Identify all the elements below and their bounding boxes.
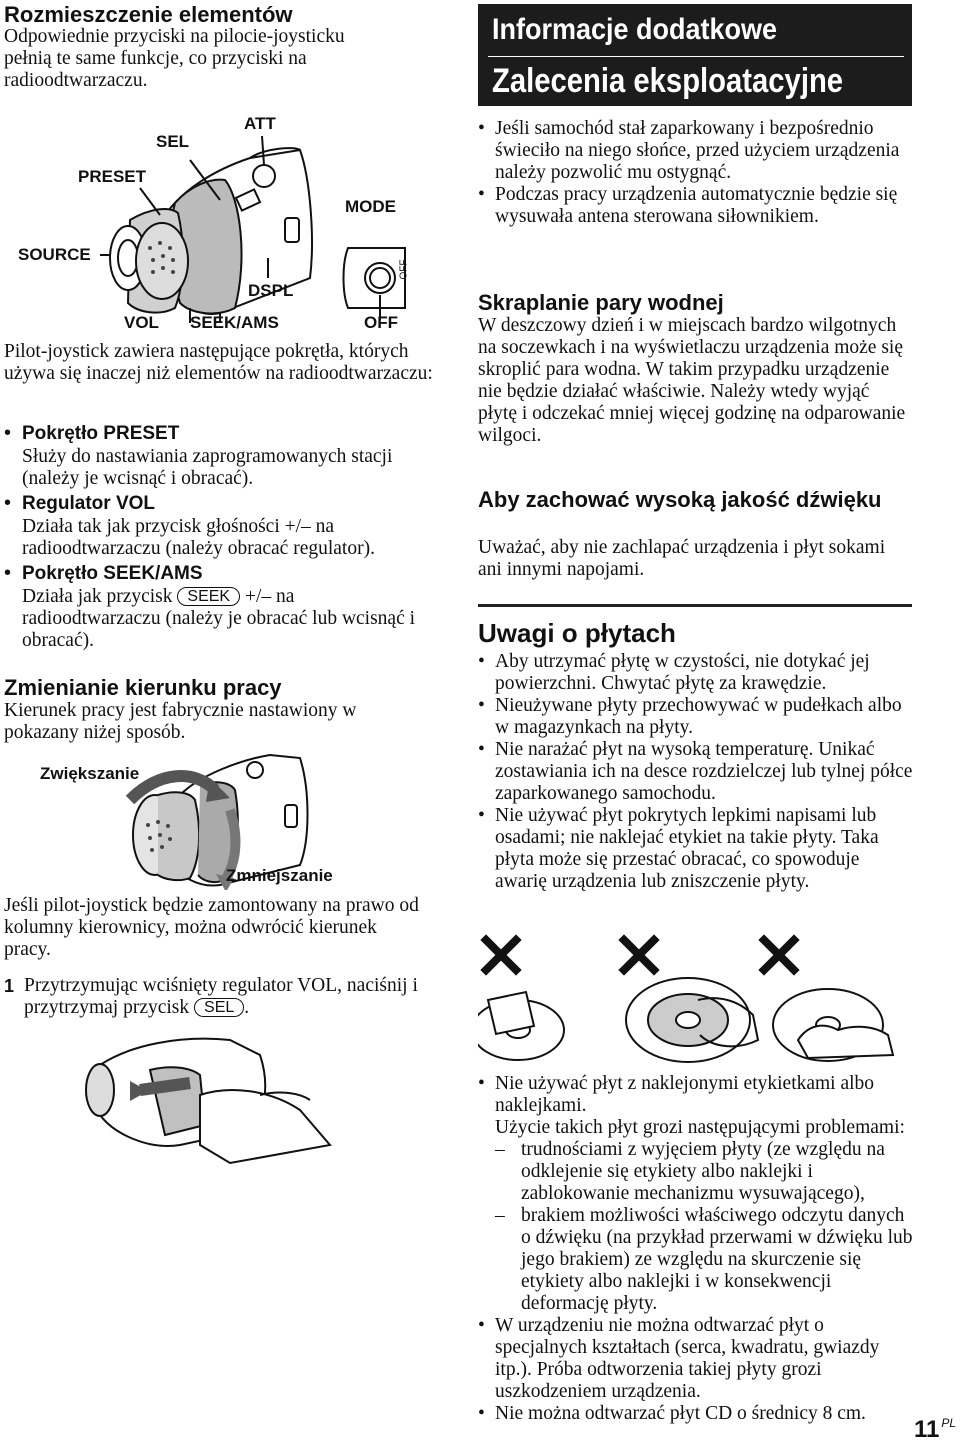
knob-list [4, 422, 444, 652]
list-item: • Aby utrzymać płytę w czystości, nie dotykać jej powierzchni. Chwytać płytę za krawędzie. [478, 651, 870, 694]
knob-preset-text: Służy do nastawiania zaprogramowanych stacji (należy je wcisnąć i obracać). [22, 446, 393, 489]
label-dspl: DSPL [248, 281, 294, 300]
disc-illustrations [478, 930, 898, 1065]
knob-seekams-text: Działa jak przycisk SEEK +/– na radioodtwarzaczu (należy je obracać lub wcisnąć i obracać). [22, 586, 416, 651]
label-off-small: OFF [398, 259, 410, 280]
label-sel: SEL [156, 132, 190, 151]
sel-key-icon: SEL [194, 998, 244, 1017]
knobs-intro: Pilot-joystick zawiera następujące pokrętła, których używa się inaczej niż elementów na radioodtwarzaczu: [4, 341, 433, 384]
direction-text: Kierunek pracy jest fabrycznie nastawiony w pokazany niżej sposób. [4, 700, 357, 743]
list-item: • Podczas pracy urządzenia automatycznie będzie się wysuwała antena sterowana siłownikiem. [478, 184, 898, 227]
bullet-icon: • [4, 562, 12, 584]
reverse-text: Jeśli pilot-joystick będzie zamontowany na prawo od kolumny kierownicy, można odwrócić kierunek pracy. [4, 895, 419, 960]
dash-item: – brakiem możliwości właściwego odczytu danych o dźwięku (na przykład przerwami w dźwięku lub jego brakiem) ze względu na skurczenie się etykiety albo naklejki i w konsekwencji deformację płyty. [495, 1205, 913, 1314]
step-number: 1 [4, 976, 15, 996]
list-item: • Nieużywane płyty przechowywać w pudełkach albo w magazynkach na płyty. [478, 695, 902, 738]
condensation-text: W deszczowy dzień i w miejscach bardzo wilgotnych na soczewkach i na wyświetlaczu urządzenia może się skroplić para wodna. W takim przypadku urządzenie nie będzie działać właściwie. Należy wtedy wyjąć płytę i odczekać mniej więcej godzinę na odparowanie wilgoci. [478, 315, 906, 446]
dash-item: – trudnościami z wyjęciem płyty (ze względu na odklejenie się etykiety albo naklejki i zablokowanie mechanizmu wysuwającego), [495, 1139, 885, 1204]
bullet-icon: • [4, 422, 12, 444]
direction-diagram [30, 750, 360, 890]
section-title-discs: Uwagi o płytach [478, 618, 676, 648]
label-increase: Zwiększanie [40, 764, 140, 783]
label-att: ATT [244, 114, 276, 133]
header-divider [488, 56, 904, 57]
knob-seekams-title: Pokrętło SEEK/AMS [22, 563, 203, 584]
label-seekams: SEEK/AMS [190, 313, 279, 332]
knob-vol-text: Działa tak jak przycisk głośności +/– na radioodtwarzaczu (należy obracać regulator). [22, 516, 375, 559]
step-1: 1 Przytrzymując wciśnięty regulator VOL, naciśnij i przytrzymaj przycisk SEL . [4, 975, 418, 1018]
hand-diagram [30, 1035, 360, 1165]
section-title-direction: Zmienianie kierunku pracy [4, 675, 282, 700]
operating-tips [478, 118, 913, 228]
section-title-quality: Aby zachować wysoką jakość dźwięku [478, 487, 882, 512]
label-decrease: Zmniejszanie [226, 866, 333, 885]
list-item: • Jeśli samochód stał zaparkowany i bezpośrednio świeciło na niego słońce, przed użyciem urządzenia należy pozwolić mu ostygnąć. [478, 118, 900, 183]
knob-vol-title: Regulator VOL [22, 493, 156, 514]
label-source: SOURCE [18, 245, 91, 264]
joystick-diagram [10, 108, 430, 340]
header-banner [478, 4, 912, 106]
sticker-tips [478, 1073, 913, 1425]
list-item: • W urządzeniu nie można odtwarzać płyt o specjalnych kształtach (serca, kwadratu, gwiazdy itp.). Próba odtworzenia takiej płyty grozi uszkodzeniem urządzenia. [478, 1315, 880, 1402]
section-title-layout: Rozmieszczenie elementów [4, 2, 293, 27]
disc-warnings-illustration [478, 930, 898, 1065]
list-item: • Nie używać płyt z naklejonymi etykietkami albo naklejkami. Użycie takich płyt grozi następującymi problemami: – trudnościami z wyjęciem płyty (ze względu na odklejenie się etykiety albo naklejki i zablokowanie mechanizmu wysuwającego), – brakiem możliwości właściwego odczytu danych o dźwięku (na przykład przerwami w dźwięku lub jego brakiem) ze względu na skurczenie się etykiety albo naklejki i w konsekwencji deformację płyty. [478, 1073, 913, 1314]
hand-press-illustration [30, 1035, 360, 1165]
label-vol: VOL [124, 313, 159, 332]
label-off: OFF [364, 313, 398, 332]
header-subtitle: Zalecenia eksploatacyjne [492, 62, 844, 100]
list-item: • Nie używać płyt pokrytych lepkimi napisami lub osadami; nie naklejać etykiet na takie płyty. Taka płyta może się przestać obracać, co spowoduje awarię urządzenia lub zniszczenie płyty. [478, 805, 879, 892]
quality-text: Uważać, aby nie zachlapać urządzenia i płyt sokami ani innymi napojami. [478, 537, 886, 580]
layout-intro: Odpowiednie przyciski na pilocie-joysticku pełnią te same funkcje, co przyciski na radioodtwarzaczu. [4, 26, 345, 91]
disc-tips [478, 651, 913, 893]
section-title-condensation: Skraplanie pary wodnej [478, 290, 724, 315]
list-item: • Nie narażać płyt na wysoką temperaturę. Unikać zostawiania ich na desce rozdzielczej lub tylnej półce zaparkowanego samochodu. [478, 739, 913, 804]
page-number: 11 $^{PL}$ [914, 1416, 957, 1443]
knob-preset-title: Pokrętło PRESET [22, 423, 180, 444]
seek-key-icon: SEEK [177, 587, 240, 606]
bullet-icon: • [4, 492, 12, 514]
label-mode: MODE [345, 197, 396, 216]
joystick-illustration [10, 108, 430, 340]
header-title: Informacje dodatkowe [492, 13, 778, 46]
list-item: • Nie można odtwarzać płyt CD o średnicy 8 cm. [478, 1403, 866, 1424]
section-divider [478, 604, 912, 607]
label-preset: PRESET [78, 167, 147, 186]
